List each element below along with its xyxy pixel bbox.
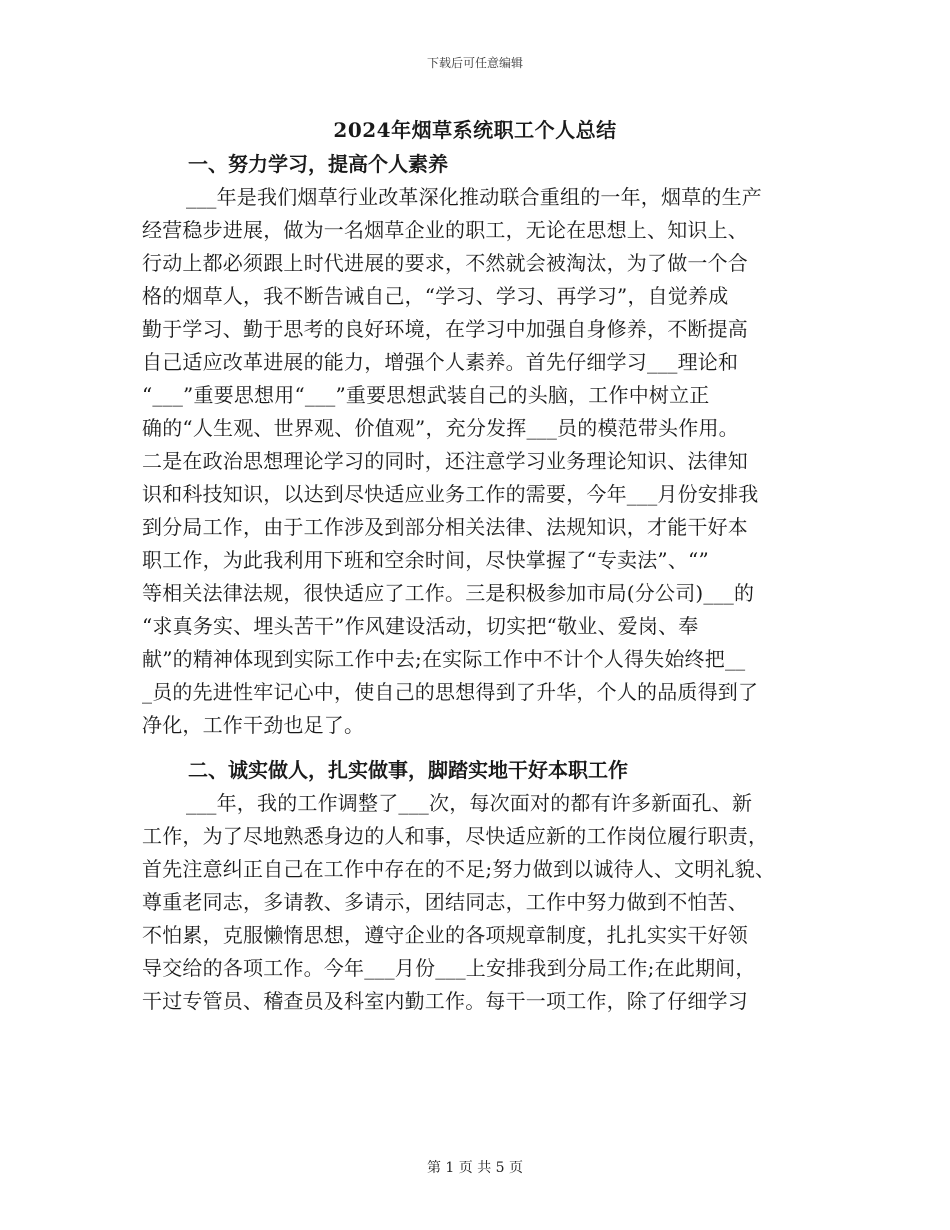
paragraph-line: 导交给的各项工作。今年___月份___上安排我到分局工作;在此期间， xyxy=(142,956,756,980)
paragraph-line: 到分局工作，由于工作涉及到部分相关法律、法规知识，才能干好本 xyxy=(142,515,748,539)
section-1-heading: 一、努力学习，提高个人素养 xyxy=(188,152,448,176)
section-2-paragraph xyxy=(142,787,822,1018)
section-2-heading: 二、诚实做人，扎实做事，脚踏实地干好本职工作 xyxy=(188,758,628,782)
paragraph-line: ___年是我们烟草行业改革深化推动联合重组的一年，烟草的生产 xyxy=(186,185,762,209)
paragraph-line: 识和科技知识，以达到尽快适应业务工作的需要，今年___月份安排我 xyxy=(142,482,759,506)
paragraph-line: “___”重要思想用“___”重要思想武装自己的头脑，工作中树立正 xyxy=(142,383,710,407)
page-header-note: 下载后可任意编辑 xyxy=(426,56,523,70)
paragraph-line: 工作，为了尽地熟悉身边的人和事，尽快适应新的工作岗位履行职责， xyxy=(142,824,769,848)
paragraph-line: “求真务实、埋头苦干”作风建设活动，切实把“敬业、爱岗、奉 xyxy=(142,614,699,638)
paragraph-line: ___年，我的工作调整了___次，每次面对的都有许多新面孔、新 xyxy=(186,791,753,815)
paragraph-line: 二是在政治思想理论学习的同时，还注意学习业务理论知识、法律知 xyxy=(142,449,748,473)
paragraph-line: 不怕累，克服懒惰思想，遵守企业的各项规章制度，扎扎实实干好领 xyxy=(142,923,748,947)
section-1-paragraph xyxy=(142,181,822,742)
paragraph-line: 净化，工作干劲也足了。 xyxy=(142,713,365,737)
paragraph-line: 尊重老同志，多请教、多请示，团结同志，工作中努力做到不怕苦、 xyxy=(142,890,748,914)
document-title: 2024年烟草系统职工个人总结 xyxy=(333,118,617,142)
paragraph-line: 经营稳步进展，做为一名烟草企业的职工，无论在思想上、知识上、 xyxy=(142,218,748,242)
paragraph-line: 职工作，为此我利用下班和空余时间，尽快掌握了“专卖法”、“” xyxy=(142,548,709,572)
page-number-footer: 第 1 页 共 5 页 xyxy=(426,1160,524,1176)
paragraph-line: 等相关法律法规，很快适应了工作。三是积极参加市局(分公司)___的 xyxy=(142,581,755,605)
paragraph-line: 勤于学习、勤于思考的良好环境，在学习中加强自身修养，不断提高 xyxy=(142,317,748,341)
paragraph-line: 干过专管员、稽查员及科室内勤工作。每干一项工作，除了仔细学习 xyxy=(142,989,748,1013)
paragraph-line: 献”的精神体现到实际工作中去;在实际工作中不计个人得失始终把__ xyxy=(142,647,746,671)
paragraph-line: _员的先进性牢记心中，使自己的思想得到了升华，个人的品质得到了 xyxy=(142,680,759,704)
paragraph-line: 确的“人生观、世界观、价值观”，充分发挥___员的模范带头作用。 xyxy=(142,416,739,440)
paragraph-line: 首先注意纠正自己在工作中存在的不足;努力做到以诚待人、文明礼貌、 xyxy=(142,857,776,881)
paragraph-line: 自己适应改革进展的能力，增强个人素养。首先仔细学习___理论和 xyxy=(142,350,739,374)
document-body xyxy=(142,148,822,1018)
paragraph-line: 格的烟草人，我不断告诫自己，“学习、学习、再学习”，自觉养成 xyxy=(142,284,729,308)
paragraph-line: 行动上都必须跟上时代进展的要求，不然就会被淘汰，为了做一个合 xyxy=(142,251,748,275)
